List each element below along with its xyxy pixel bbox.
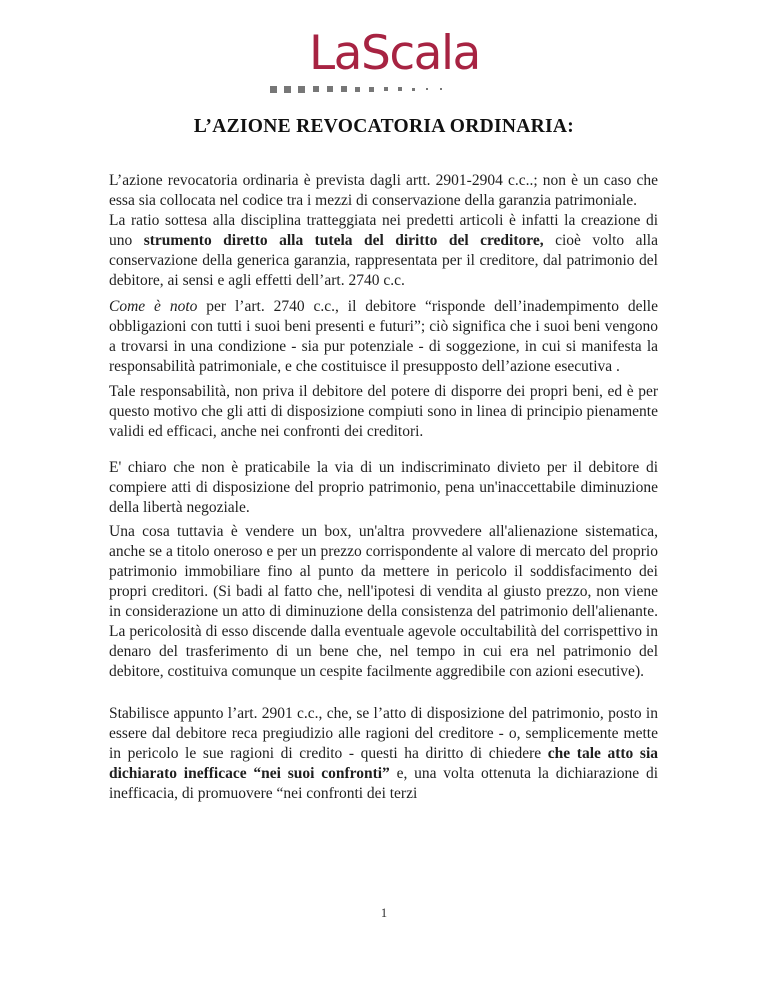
logo-square-icon xyxy=(369,87,374,92)
logo-square-icon xyxy=(412,88,415,91)
logo-square-icon xyxy=(384,87,388,91)
text-segment: strumento diretto alla tutela del diritto del creditore, xyxy=(143,232,544,249)
text-segment: per l’art. 2740 c.c., il debitore “risponde dell’inadempimento delle obbligazioni con tutti i suoi beni presenti e futuri”; ciò significa che i suoi beni vengono a trovarsi in una condizione - sia pur potenziale - di soggezione, in cui si manifesta la responsabilità patrimoniale, e che costituisce il presupposto dell’azione esecutiva . xyxy=(109,298,658,375)
logo-square-cell xyxy=(298,84,312,94)
text-segment: E' chiaro che non è praticabile la via di un indiscriminato divieto per il debitore di compiere atti di disposizione del proprio patrimonio, pena un'inaccettabile diminuzione della libertà negoziale. xyxy=(109,459,658,516)
logo-square-cell xyxy=(284,84,298,94)
logo-square-cell xyxy=(355,84,369,94)
logo-square-cell xyxy=(426,84,440,94)
logo-square-icon xyxy=(327,86,333,92)
logo-square-icon xyxy=(313,86,319,92)
page-title: L’AZIONE REVOCATORIA ORDINARIA: xyxy=(193,116,575,137)
logo-square-icon xyxy=(398,87,402,91)
paragraph-una-cosa xyxy=(109,522,658,682)
logo-square-cell xyxy=(313,84,327,94)
logo-square-cell xyxy=(412,84,426,94)
logo-square-cell xyxy=(270,84,284,94)
paragraph-e-chiaro xyxy=(109,458,658,518)
paragraph-intro xyxy=(109,171,658,211)
text-segment: che tale atto sia dichiarato inefficace “nei suoi confronti” xyxy=(109,745,658,782)
logo-squares-row xyxy=(270,84,454,94)
paragraph-ratio xyxy=(109,211,658,291)
logo-square-cell xyxy=(341,84,355,94)
logo-square-icon xyxy=(284,86,291,93)
logo-square-cell xyxy=(369,84,383,94)
text-segment: cioè volto alla conservazione della generica garanzia, rappresentata per il creditore, dal patrimonio del debitore, ai sensi e agli effetti dell’art. 2740 c.c. xyxy=(109,232,658,289)
logo-square-icon xyxy=(426,88,428,90)
text-segment: La ratio sottesa alla disciplina tratteggiata nei predetti articoli è infatti la creazione di uno xyxy=(109,212,658,249)
text-segment: Una cosa tuttavia è vendere un box, un'altra provvedere all'alienazione sistematica, anche se a titolo oneroso e per un prezzo corrispondente al valore di mercato del proprio patrimonio immobiliare fino al punto da mettere in pericolo il soddisfacimento dei propri creditori. (Si badi al fatto che, nell'ipotesi di vendita al giusto prezzo, non viene in considerazione un atto di diminuzione della consistenza del patrimonio dell'alienante. La pericolosità di esso discende dalla eventuale agevole occultabilità del corrispettivo in denaro del trasferimento di un bene che, nel tempo in cui era nel patrimonio del debitore, costituiva comunque un cespite facilmente aggredibile con azioni esecutive). xyxy=(109,523,658,680)
logo-square-icon xyxy=(270,86,277,93)
paragraph-stabilisce xyxy=(109,704,658,804)
text-segment: L’azione revocatoria ordinaria è prevista dagli artt. 2901-2904 c.c..; non è un caso che essa sia collocata nel codice tra i mezzi di conservazione della garanzia patrimoniale. xyxy=(109,172,658,209)
logo-square-cell xyxy=(384,84,398,94)
paragraph-come-e-noto xyxy=(109,297,658,377)
lascala-logo-text: LaScala xyxy=(309,26,480,81)
logo-square-icon xyxy=(341,86,347,92)
logo-square-icon xyxy=(355,87,360,92)
text-segment: Come è noto xyxy=(109,298,198,315)
paragraph-tale-responsabilita xyxy=(109,382,658,442)
text-segment: e, una volta ottenuta la dichiarazione di inefficacia, di promuovere “nei confronti dei terzi xyxy=(109,765,658,802)
logo-square-cell xyxy=(440,84,454,94)
logo-square-icon xyxy=(440,88,442,90)
document-body xyxy=(109,171,658,804)
logo-square-cell xyxy=(398,84,412,94)
text-segment: Stabilisce appunto l’art. 2901 c.c., che, se l’atto di disposizione del patrimonio, posto in essere dal debitore reca pregiudizio alle ragioni del creditore - o, semplicemente mette in pericolo le sue ragioni di credito - questi ha diritto di chiedere xyxy=(109,705,658,762)
logo-square-cell xyxy=(327,84,341,94)
logo-square-icon xyxy=(298,86,305,93)
text-segment: Tale responsabilità, non priva il debitore del potere di disporre dei propri beni, ed è per questo motivo che gli atti di disposizione compiuti sono in linea di principio pienamente validi ed efficaci, anche nei confronti dei creditori. xyxy=(109,383,658,440)
page-number: 1 xyxy=(380,906,388,920)
page-footer xyxy=(0,905,768,921)
